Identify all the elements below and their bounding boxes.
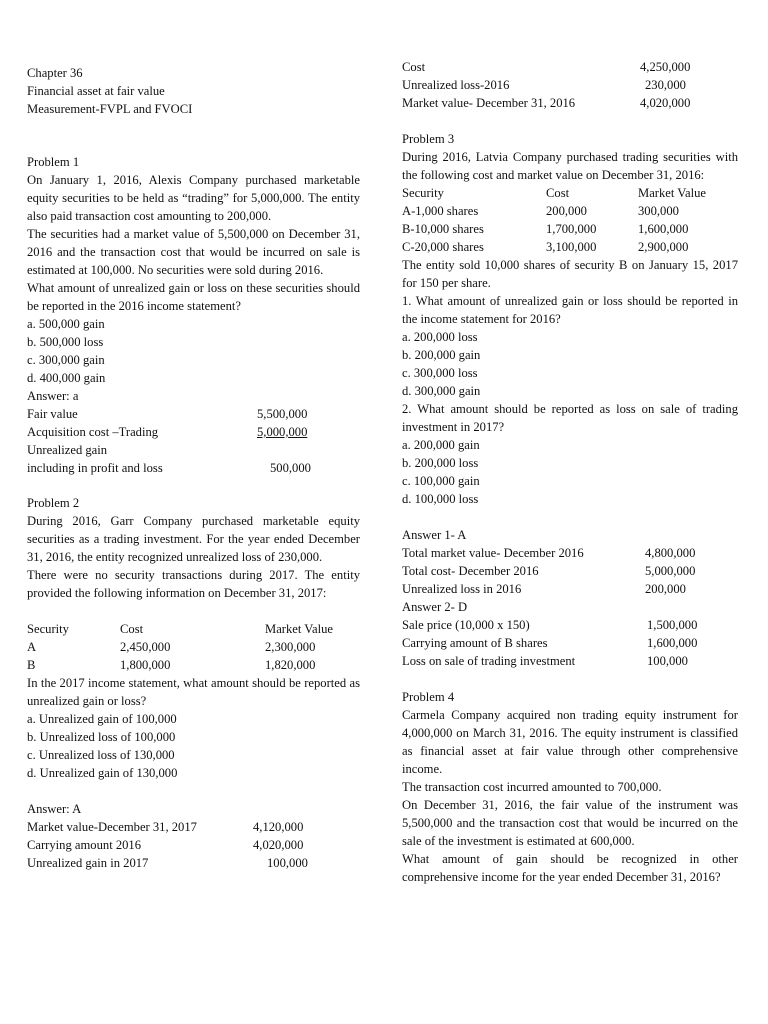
problem-3-q2-option: b. 200,000 loss: [402, 456, 479, 470]
solution-label: Loss on sale of trading investment: [402, 654, 576, 668]
solution-value: 500,000: [270, 461, 311, 475]
table-cell: 2,900,000: [638, 240, 689, 254]
problem-1-title: Problem 1: [27, 155, 80, 169]
problem-4-title: Problem 4: [402, 690, 455, 704]
table-header-cell: Market Value: [638, 186, 706, 200]
solution-label: Carrying amount of B shares: [402, 636, 548, 650]
solution-label: Market value-December 31, 2017: [27, 820, 197, 834]
left-column: [27, 64, 360, 872]
table-cell: B-10,000 shares: [402, 222, 484, 236]
problem-4-text-3: On December 31, 2016, the fair value of the instrument was 5,500,000 and the transaction cost that would be incurred on the sale of the investment is estimated at 600,000.: [402, 798, 738, 848]
chapter-title: Chapter 36: [27, 66, 83, 80]
problem-3-q2-option: d. 100,000 loss: [402, 492, 479, 506]
solution-value: 5,000,000: [645, 564, 696, 578]
summary-value: 4,250,000: [640, 60, 691, 74]
problem-3-question-1: 1. What amount of unrealized gain or loss should be reported in the income statement for 2016?: [402, 294, 738, 326]
problem-2-question: In the 2017 income statement, what amount should be reported as unrealized gain or loss?: [27, 676, 360, 708]
table-cell: 1,700,000: [546, 222, 597, 236]
solution-value: 4,800,000: [645, 546, 696, 560]
solution-row: [402, 652, 738, 670]
summary-row: [402, 58, 738, 76]
solution-value: 4,020,000: [253, 838, 304, 852]
table-row: [402, 202, 738, 220]
table-cell: 1,820,000: [265, 658, 316, 672]
table-header-cell: Cost: [120, 622, 144, 636]
table-cell: 2,300,000: [265, 640, 316, 654]
chapter-measurement: Measurement-FVPL and FVOCI: [27, 102, 193, 116]
problem-3-q2-option: c. 100,000 gain: [402, 474, 480, 488]
solution-row: [402, 544, 738, 562]
table-header: [27, 620, 360, 638]
problem-3-answer-2: Answer 2- D: [402, 600, 468, 614]
problem-1-option: d. 400,000 gain: [27, 371, 106, 385]
problem-2-option: b. Unrealized loss of 100,000: [27, 730, 176, 744]
problem-1-text: On January 1, 2016, Alexis Company purchased marketable equity securities to be held as “trading” for 5,000,000. The entity also paid transaction cost amounting to 200,000.: [27, 173, 360, 223]
table-cell: B: [27, 658, 36, 672]
table-cell: 3,100,000: [546, 240, 597, 254]
solution-value: 100,000: [267, 856, 308, 870]
table-row: [27, 638, 360, 656]
problem-3-q1-option: b. 200,000 gain: [402, 348, 481, 362]
problem-1-option: c. 300,000 gain: [27, 353, 105, 367]
problem-3-text-2: The entity sold 10,000 shares of security B on January 15, 2017 for 150 per share.: [402, 258, 738, 290]
table-cell: C-20,000 shares: [402, 240, 484, 254]
solution-label: Fair value: [27, 407, 78, 421]
table-header-cell: Market Value: [265, 622, 333, 636]
table-cell: 1,600,000: [638, 222, 689, 236]
table-cell: 1,800,000: [120, 658, 171, 672]
solution-value: 5,500,000: [257, 407, 308, 421]
solution-row: [402, 616, 738, 634]
problem-2-text: During 2016, Garr Company purchased marketable equity securities as a trading investment. For the year ended December 31, 2016, the entity recognized unrealized loss of 230,000.: [27, 514, 360, 564]
solution-label: Acquisition cost –Trading: [27, 425, 159, 439]
solution-row: [27, 818, 360, 836]
problem-2-option: d. Unrealized gain of 130,000: [27, 766, 178, 780]
problem-3-q2-option: a. 200,000 gain: [402, 438, 480, 452]
solution-row: [402, 580, 738, 598]
solution-value: 1,600,000: [647, 636, 698, 650]
problem-1-question: What amount of unrealized gain or loss on these securities should be reported in the 2016 income statement?: [27, 281, 360, 313]
summary-value: 230,000: [645, 78, 686, 92]
solution-label: Unrealized gain: [27, 443, 108, 457]
solution-value: 200,000: [645, 582, 686, 596]
problem-1-text-2: The securities had a market value of 5,500,000 on December 31, 2016 and the transaction cost that would be incurred on sale is estimated at 100,000. No securities were sold during 2016.: [27, 227, 360, 277]
table-row: [402, 220, 738, 238]
solution-row: [27, 854, 360, 872]
problem-2-option: c. Unrealized loss of 130,000: [27, 748, 175, 762]
solution-value: 5,000,000: [257, 425, 308, 439]
solution-row: [27, 459, 360, 477]
chapter-subtitle: Financial asset at fair value: [27, 84, 165, 98]
problem-3-question-2: 2. What amount should be reported as loss on sale of trading investment in 2017?: [402, 402, 738, 434]
solution-row: [27, 836, 360, 854]
problem-2-title: Problem 2: [27, 496, 80, 510]
table-row: [27, 656, 360, 674]
problem-4-text-2: The transaction cost incurred amounted to 700,000.: [402, 780, 662, 794]
problem-1-answer: Answer: a: [27, 389, 79, 403]
solution-row: [27, 441, 360, 459]
table-cell: 200,000: [546, 204, 587, 218]
right-column: [402, 58, 738, 886]
problem-4-question: What amount of gain should be recognized in other comprehensive income for the year ended December 31, 2016?: [402, 852, 738, 884]
problem-4-text: Carmela Company acquired non trading equity instrument for 4,000,000 on March 31, 2016. The equity instrument is classified as financial asset at fair value through other comprehensive income.: [402, 708, 738, 776]
table-header: [402, 184, 738, 202]
table-cell: A-1,000 shares: [402, 204, 479, 218]
problem-3-answer-1: Answer 1- A: [402, 528, 467, 542]
solution-row: [402, 562, 738, 580]
summary-value: 4,020,000: [640, 96, 691, 110]
solution-value: 4,120,000: [253, 820, 304, 834]
problem-3-title: Problem 3: [402, 132, 455, 146]
solution-row: [402, 634, 738, 652]
solution-label: Sale price (10,000 x 150): [402, 618, 530, 632]
problem-3-q1-option: a. 200,000 loss: [402, 330, 478, 344]
solution-label: including in profit and loss: [27, 461, 163, 475]
solution-label: Total cost- December 2016: [402, 564, 539, 578]
summary-row: [402, 76, 738, 94]
problem-1-option: a. 500,000 gain: [27, 317, 105, 331]
summary-label: Unrealized loss-2016: [402, 78, 510, 92]
table-header-cell: Cost: [546, 186, 570, 200]
solution-label: Unrealized gain in 2017: [27, 856, 149, 870]
problem-2-text-2: There were no security transactions during 2017. The entity provided the following information on December 31, 2017:: [27, 568, 360, 600]
summary-label: Cost: [402, 60, 426, 74]
problem-3-text: During 2016, Latvia Company purchased trading securities with the following cost and market value on December 31, 2016:: [402, 150, 738, 182]
problem-3-q1-option: d. 300,000 gain: [402, 384, 481, 398]
table-cell: 300,000: [638, 204, 679, 218]
solution-row: [27, 405, 360, 423]
solution-label: Unrealized loss in 2016: [402, 582, 522, 596]
table-cell: A: [27, 640, 37, 654]
table-cell: 2,450,000: [120, 640, 171, 654]
problem-1-option: b. 500,000 loss: [27, 335, 104, 349]
table-row: [402, 238, 738, 256]
table-header-cell: Security: [27, 622, 69, 636]
problem-2-option: a. Unrealized gain of 100,000: [27, 712, 177, 726]
problem-3-q1-option: c. 300,000 loss: [402, 366, 478, 380]
solution-label: Total market value- December 2016: [402, 546, 584, 560]
summary-row: [402, 94, 738, 112]
table-header-cell: Security: [402, 186, 444, 200]
solution-value: 100,000: [647, 654, 688, 668]
solution-label: Carrying amount 2016: [27, 838, 142, 852]
solution-row: [27, 423, 360, 441]
summary-label: Market value- December 31, 2016: [402, 96, 576, 110]
solution-value: 1,500,000: [647, 618, 698, 632]
problem-2-answer: Answer: A: [27, 802, 82, 816]
